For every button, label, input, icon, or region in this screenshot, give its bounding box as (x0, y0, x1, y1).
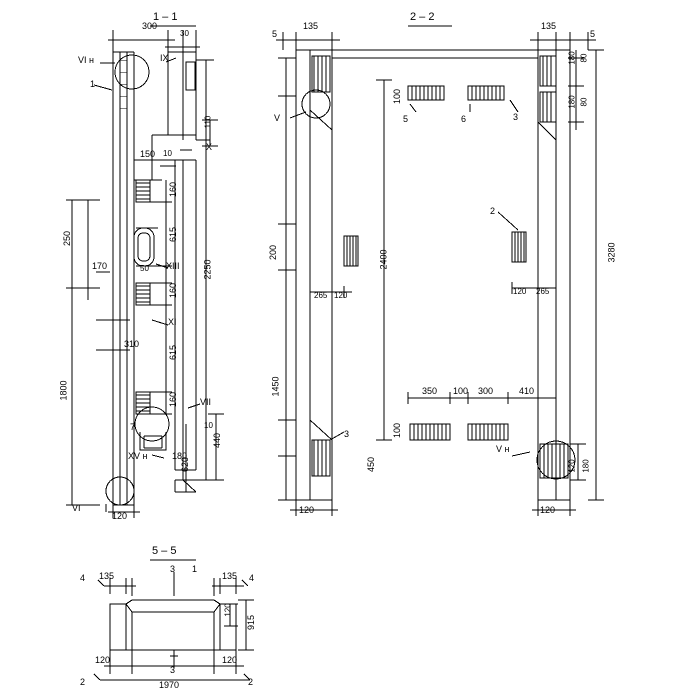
dim-1-1-50: 50 (140, 264, 149, 273)
dim-5-5-135b: 135 (222, 571, 238, 581)
mark-2-2-6: 6 (461, 114, 467, 124)
mark-2-2-3b: 3 (344, 429, 350, 439)
mark-2-2-5: 5 (403, 114, 409, 124)
mark-1-1-XVn: XV н (128, 451, 148, 461)
mark-2-2-2: 2 (490, 206, 496, 216)
mark-1-1-XI: XI (168, 317, 177, 327)
dim-2-2-5b: 5 (590, 29, 596, 39)
mark-1-1-XIII: XIII (166, 261, 180, 271)
dim-1-1-150: 150 (140, 149, 156, 159)
dim-5-5-135a: 135 (99, 571, 115, 581)
dim-2-2-bottom-120a: 120 (299, 505, 315, 515)
dim-2-2-120c: 120 (567, 459, 577, 473)
dim-2-2-265a: 265 (314, 291, 328, 300)
view-title-2-2: 2 – 2 (410, 11, 435, 23)
dim-5-5-1970: 1970 (159, 680, 180, 690)
dim-5-5-915: 915 (246, 614, 257, 631)
view-title-1-1: 1 – 1 (153, 11, 178, 23)
dim-1-1-160-c: 160 (168, 391, 179, 408)
dim-2-2-265b: 265 (536, 287, 550, 296)
mark-2-2-Vn: V н (496, 444, 510, 454)
dim-2-2-135b: 135 (541, 21, 557, 31)
dim-1-1-310: 310 (124, 339, 140, 349)
mark-5-5-4b: 4 (249, 573, 255, 583)
view-title-5-5: 5 – 5 (152, 545, 177, 557)
dim-1-1-300: 300 (142, 21, 158, 31)
mark-5-5-2a: 2 (80, 677, 86, 687)
mark-5-5-3b: 3 (170, 665, 176, 675)
dim-1-1-615-b: 615 (168, 344, 179, 361)
dim-2-2-120a: 120 (334, 291, 348, 300)
dim-1-1-160-a: 160 (168, 181, 179, 198)
dim-1-1-bottom-120: 120 (112, 511, 128, 521)
dim-1-1-170: 170 (92, 261, 108, 271)
dim-1-1-10: 10 (163, 149, 172, 158)
dim-2-2-350: 350 (422, 386, 438, 396)
mark-2-2-3a: 3 (513, 112, 519, 122)
mark-1-1-VII: VII (200, 397, 212, 407)
dim-2-2-180a: 180 (567, 51, 577, 65)
mark-5-5-3a: 3 (170, 564, 176, 574)
dim-2-2-180c: 180 (581, 459, 591, 473)
dim-1-1-110: 110 (203, 115, 213, 129)
dim-2-2-80b: 80 (579, 97, 589, 107)
dim-2-2-100c: 100 (392, 422, 403, 439)
dim-1-1-440: 440 (212, 432, 223, 449)
dim-1-1-160-b: 160 (168, 282, 179, 299)
dim-1-1-1800: 1800 (58, 380, 69, 401)
dim-1-1-180: 180 (172, 451, 188, 461)
mark-1-1-IX: IX (160, 53, 169, 63)
dim-2-2-120b: 120 (513, 287, 527, 296)
mark-1-1-1: 1 (90, 79, 96, 89)
dim-1-1-615-a: 615 (168, 226, 179, 243)
dim-1-1-30: 30 (180, 29, 189, 38)
dim-1-1-620: 620 (180, 456, 191, 473)
mark-5-5-1: 1 (192, 564, 198, 574)
dim-5-5-120b: 120 (222, 655, 238, 665)
dim-2-2-1450: 1450 (270, 376, 281, 397)
mark-5-5-4a: 4 (80, 573, 86, 583)
dim-2-2-100a: 100 (392, 88, 403, 105)
dim-1-1-2250: 2250 (202, 259, 213, 280)
dim-1-1-10b: 10 (204, 421, 213, 430)
dim-2-2-300: 300 (478, 386, 494, 396)
dim-2-2-bottom-120b: 120 (540, 505, 556, 515)
dim-2-2-180b: 180 (567, 95, 577, 109)
mark-1-1-VIn: VI н (78, 55, 94, 65)
dim-5-5-120r: 120 (223, 603, 233, 617)
mark-1-1-X: X (206, 142, 213, 152)
mark-1-1-8: 7 (130, 422, 136, 432)
dim-2-2-200: 200 (268, 244, 279, 261)
dim-2-2-5a: 5 (272, 29, 278, 39)
dim-2-2-450: 450 (366, 456, 377, 473)
dim-2-2-3280: 3280 (606, 242, 617, 263)
mark-5-5-2b: 2 (248, 677, 254, 687)
dim-2-2-80a: 80 (579, 53, 589, 63)
dim-2-2-2400: 2400 (378, 249, 389, 270)
dim-5-5-120a: 120 (95, 655, 111, 665)
dim-2-2-100b: 100 (453, 386, 469, 396)
dim-2-2-135a: 135 (303, 21, 319, 31)
mark-1-1-VI: VI (72, 503, 81, 513)
dim-2-2-410: 410 (519, 386, 535, 396)
mark-2-2-V: V (274, 113, 281, 123)
dim-1-1-250: 250 (62, 230, 73, 247)
